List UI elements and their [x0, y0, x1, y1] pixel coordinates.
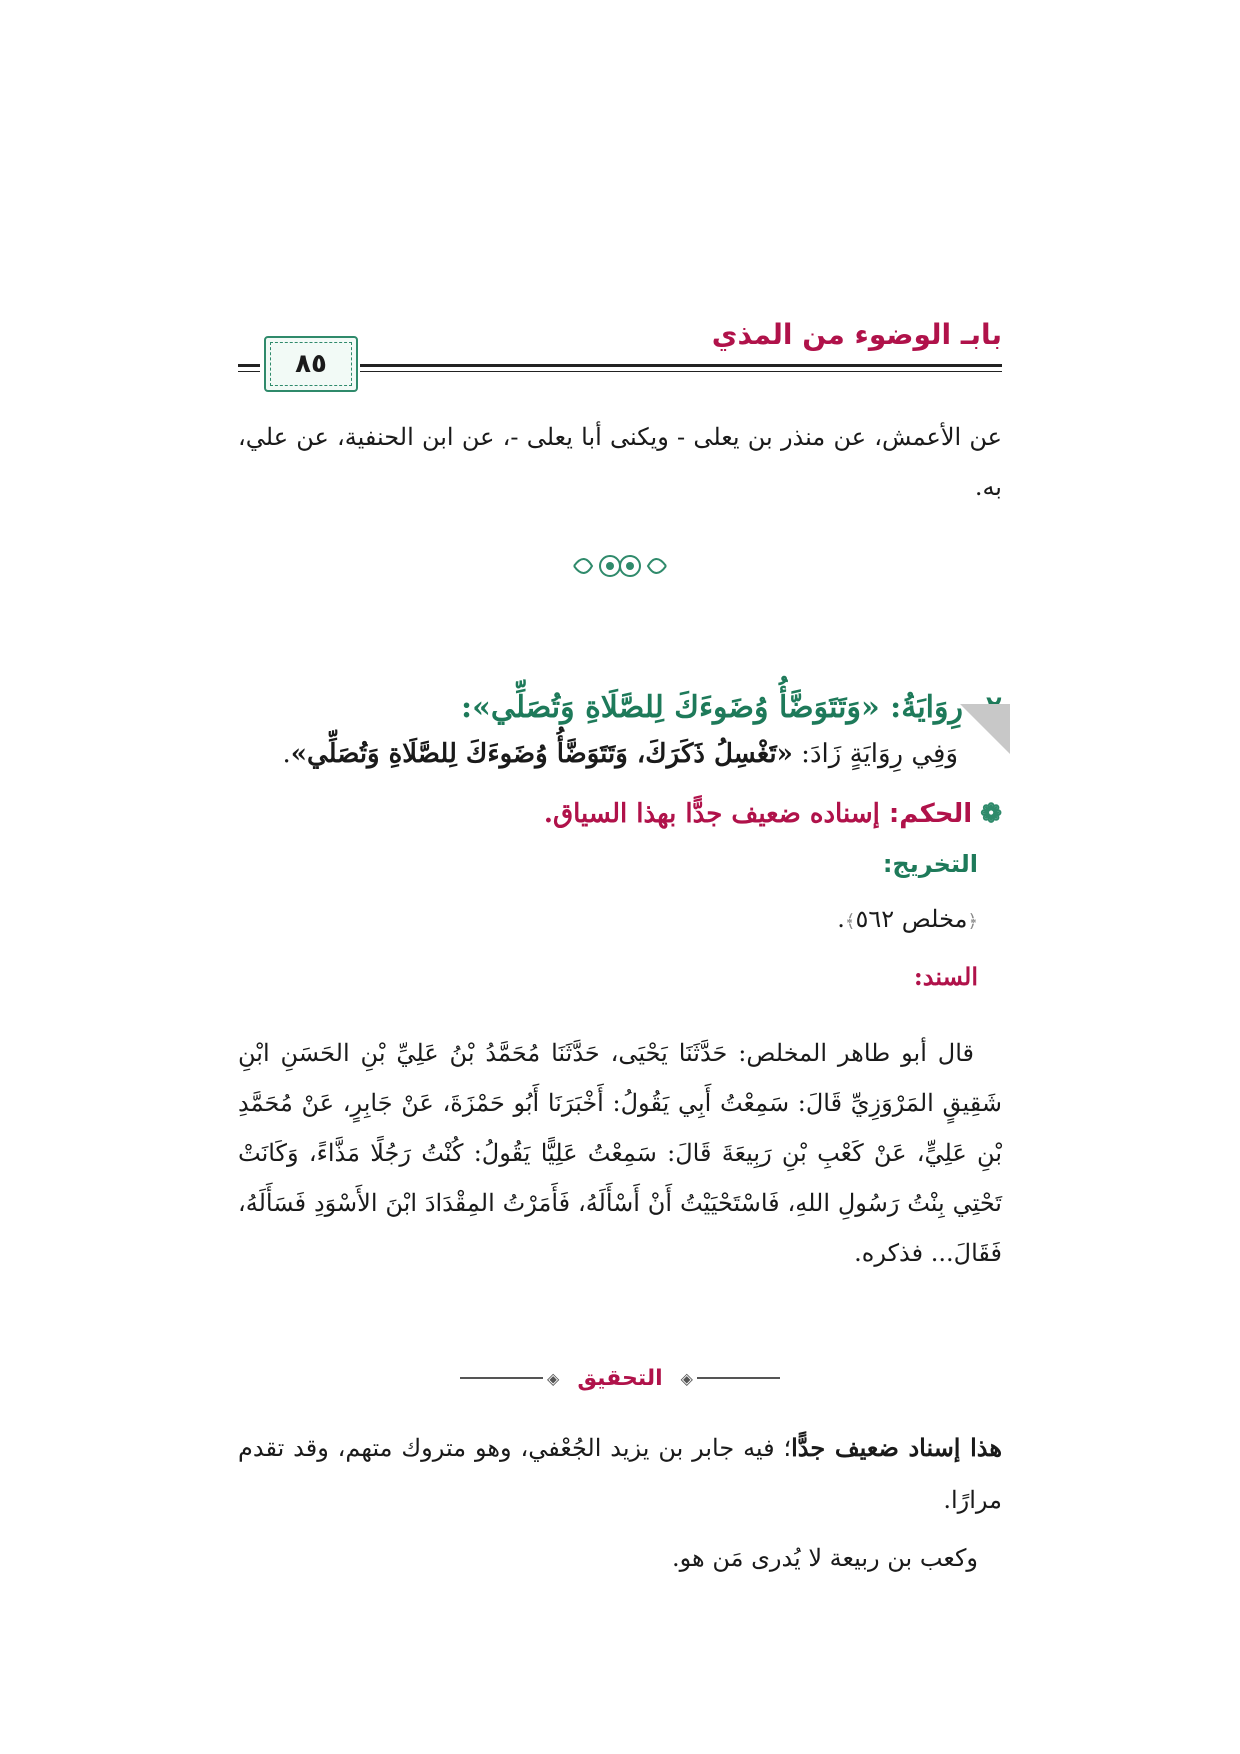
sanad-label: السند: [913, 962, 978, 991]
tahqiq-text: ؛ فيه جابر بن يزيد الجُعْفي، وهو متروك متهم، وقد تقدم مرارًا. [238, 1434, 1002, 1514]
ruling-line [238, 792, 1002, 836]
intro-paragraph: عن الأعمش، عن منذر بن يعلى - ويكنى أبا يعلى -، عن ابن الحنفية، عن علي، به. [238, 423, 1002, 501]
narration-prefix: وَفِي رِوَايَةٍ زَادَ: [792, 739, 958, 769]
close-bracket: ﴾ [844, 911, 856, 932]
flower-icon: ❁ [980, 799, 1002, 829]
header-rule [360, 364, 1002, 372]
narration-suffix: . [282, 739, 291, 769]
tahqiq-second-line: وكعب بن ربيعة لا يُدرى مَن هو. [672, 1544, 978, 1572]
tahqiq-paragraph [238, 1422, 1002, 1526]
chapter-title: بابـ الوضوء من المذي [711, 318, 1002, 351]
floral-ornament-icon [570, 548, 670, 584]
tahqiq-bold-start: هذا إسناد ضعيف جدًّا [791, 1433, 1002, 1462]
page-number-frame [264, 336, 358, 392]
section-heading: ٢- رِوَايَةُ: «وَتَتَوَضَّأُ وُضَوءَكَ لِلصَّلَاةِ وَتُصَلِّي»: [461, 690, 1002, 725]
divider-ornament-icon: ◈ [547, 1368, 560, 1388]
tahqiq-title: التحقيق [577, 1365, 663, 1391]
ruling-label: الحكم: [888, 799, 973, 829]
takhrij-reference-text: مخلص ٥٦٢ [855, 905, 968, 933]
narration-quote: «تَغْسِلُ ذَكَرَكَ، وَتَتَوَضَّأُ وُضَوءَكَ لِلصَّلَاةِ وَتُصَلِّي» [290, 739, 793, 769]
takhrij-end: . [837, 905, 845, 933]
ruling-text: إسناده ضعيف جدًّا بهذا السياق. [543, 799, 889, 829]
divider-line-right [697, 1377, 780, 1379]
tahqiq-divider [460, 1362, 780, 1394]
divider-ornament-icon: ◈ [680, 1368, 693, 1388]
takhrij-label: التخريج: [882, 850, 978, 878]
takhrij-reference [837, 905, 978, 933]
page-number: ٨٥ [295, 349, 327, 379]
open-bracket: ﴿ [967, 911, 978, 932]
corner-mark-icon [960, 704, 1010, 754]
narration-paragraph [238, 732, 958, 776]
sanad-paragraph: قال أبو طاهر المخلص: حَدَّثَنَا يَحْيَى، حَدَّثَنَا مُحَمَّدُ بْنُ عَلِيِّ بْنِ الحَسَنِ ابْنِ شَقِيقٍ المَرْوَزِيِّ قَالَ: سَمِعْتُ أَبِي يَقُولُ: أَخْبَرَنَا أَبُو حَمْزَةَ، عَنْ جَابِرٍ، عَنْ مُحَمَّدِ بْنِ عَلِيٍّ، عَنْ كَعْبِ بْنِ رَبِيعَةَ قَالَ: سَمِعْتُ عَلِيًّا يَقُولُ: كُنْتُ رَجُلًا مَذَّاءً، وَكَانَتْ تَحْتِي بِنْتُ رَسُولِ اللهِ، فَاسْتَحْيَيْتُ أَنْ أَسْأَلَهُ، فَأَمَرْتُ المِقْدَادَ ابْنَ الأَسْوَدِ فَسَأَلَهُ، فَقَالَ... فذكره. [238, 1039, 1002, 1267]
divider-line-left [460, 1377, 543, 1379]
header-rule-left [238, 364, 260, 372]
ornament-svg [570, 548, 670, 584]
